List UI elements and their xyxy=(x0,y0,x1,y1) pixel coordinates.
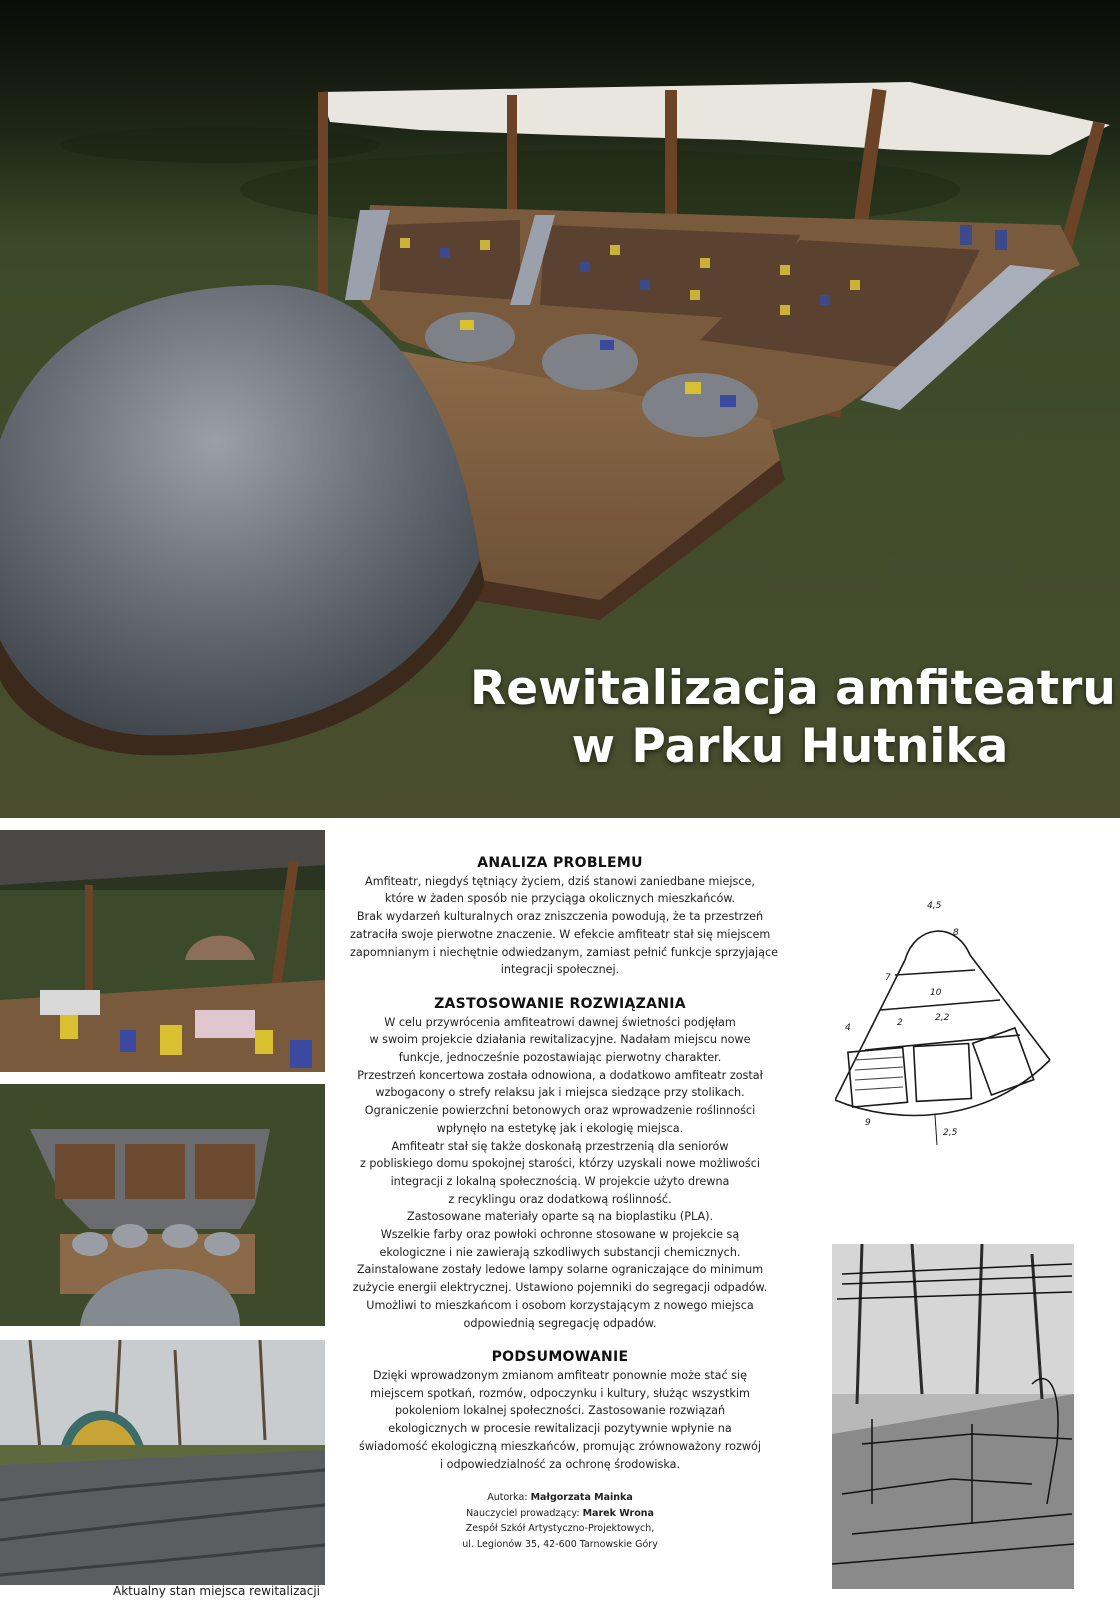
poster-title-line-2: w Parku Hutnika xyxy=(571,719,1009,774)
text-line: świadomość ekologiczną mieszkańców, promując zrównoważony rozwój xyxy=(358,1439,762,1453)
text-line: Amfiteatr stał się także doskonałą przestrzenią dla seniorów xyxy=(391,1139,729,1153)
text-line: Wszelkie farby oraz powłoki ochronne stosowane w projekcie są xyxy=(380,1228,740,1242)
photo-caption: Aktualny stan miejsca rewitalizacji xyxy=(112,1584,320,1598)
sketch-dim-label: 9 xyxy=(865,1118,871,1128)
current-state-photo xyxy=(0,1340,325,1585)
sketch-dim-label: 2,5 xyxy=(943,1128,958,1138)
sketch-dim-label: 7 xyxy=(885,973,891,983)
sketch-dim-label: 10 xyxy=(930,988,942,998)
solution-heading: ZASTOSOWANIE ROZWIĄZANIA xyxy=(434,995,686,1012)
sketch-dim-label: 8 xyxy=(953,928,959,938)
text-line: miejscem spotkań, rozmów, odpoczynku i kultury, służąc wszystkim xyxy=(370,1386,750,1400)
text-line: Przestrzeń koncertowa została odnowiona, a dodatkowo amfiteatr został xyxy=(357,1068,763,1082)
text-line: Ograniczenie powierzchni betonowych oraz wprowadzenie roślinności xyxy=(364,1104,756,1118)
text-line: ekologicznych w procesie rewitalizacji pozytywnie wpłynie na xyxy=(388,1422,732,1436)
sketch-dim-label: 2,2 xyxy=(935,1013,950,1023)
text-line: i odpowiedzialność za ochronę środowiska. xyxy=(439,1457,681,1471)
text-line: zapomnianym i niechętnie odwiedzanym, zamiast pełnić funkcje sprzyjające xyxy=(350,945,779,959)
text-line: Amfiteatr, niegdyś tętniący życiem, dziś stanowi zaniedbane miejsce, xyxy=(365,874,755,888)
text-line: zatraciła swoje pierwotne znaczenie. W efekcie amfiteatr stał się miejscem xyxy=(350,927,771,941)
render-top-view-photo xyxy=(0,1084,325,1326)
text-line: integracji społecznej. xyxy=(500,963,620,977)
text-column xyxy=(350,855,779,1552)
poster-title-line-1: Rewitalizacja amfiteatru xyxy=(470,661,1116,716)
sketch-dim-label: 4,5 xyxy=(927,901,942,911)
text-line: ekologiczne i nie zawierają szkodliwych substancji chemicznych. xyxy=(379,1245,741,1259)
credits xyxy=(350,1490,770,1552)
author-line xyxy=(350,1490,770,1506)
text-line: funkcje, jednocześnie pozostawiając pierwotny charakter. xyxy=(398,1051,722,1065)
teacher-line xyxy=(350,1506,770,1522)
text-line: Zastosowane materiały oparte są na bioplastiku (PLA). xyxy=(406,1210,714,1224)
solution-paragraph xyxy=(350,1014,770,1333)
perspective-sketch xyxy=(832,1244,1074,1589)
text-line: które w żaden sposób nie przyciąga okolicznych mieszkańców. xyxy=(384,892,736,906)
text-line: Brak wydarzeń kulturalnych oraz zniszczenia powodują, że ta przestrzeń xyxy=(356,910,764,924)
text-line: z recyklingu oraz dodatkową roślinność. xyxy=(448,1192,672,1206)
text-line: integracji z lokalną społecznością. W projekcie użyto drewna xyxy=(390,1174,730,1188)
sketch-dim-label: 4 xyxy=(845,1023,851,1033)
analysis-paragraph xyxy=(350,873,779,979)
summary-heading: PODSUMOWANIE xyxy=(491,1349,629,1366)
text-line: Umożliwi to mieszkańcom i osobom korzystającym z nowego miejsca xyxy=(366,1298,754,1312)
school-address: ul. Legionów 35, 42-600 Tarnowskie Góry xyxy=(462,1538,658,1550)
text-line: wpłynęło na estetykę jak i ekologię miejsca. xyxy=(436,1121,684,1135)
render-detail-photo xyxy=(0,830,325,1072)
poster-title xyxy=(470,660,1116,776)
analysis-heading: ANALIZA PROBLEMU xyxy=(477,855,643,871)
text-line: Dzięki wprowadzonym zmianom amfiteatr ponownie może stać się xyxy=(373,1368,747,1382)
text-line: W celu przywrócenia amfiteatrowi dawnej świetności podjęłam xyxy=(384,1015,736,1029)
text-line: w swoim projekcie działania rewitalizacyjne. Nadałam miejscu nowe xyxy=(369,1033,751,1047)
author-label: Autorka: xyxy=(487,1492,531,1504)
author-name: Małgorzata Mainka xyxy=(530,1492,633,1504)
text-line: odpowiednią segregację odpadów. xyxy=(463,1316,657,1330)
text-line: wzbogacony o strefy relaksu jak i miejsca siedzące przy stolikach. xyxy=(375,1086,745,1100)
text-line: Zainstalowane zostały ledowe lampy solarne ograniczające do minimum xyxy=(356,1263,764,1277)
teacher-name: Marek Wrona xyxy=(582,1507,654,1519)
plan-sketch xyxy=(835,900,1075,1170)
summary-paragraph xyxy=(350,1367,770,1473)
text-line: pokoleniom lokalnej społeczności. Zastosowanie rozwiązań xyxy=(394,1404,726,1418)
school-name: Zespół Szkół Artystyczno-Projektowych, xyxy=(465,1523,655,1535)
teacher-label: Nauczyciel prowadzący: xyxy=(466,1507,583,1519)
text-line: zużycie energii elektrycznej. Ustawiono pojemniki do segregacji odpadów. xyxy=(352,1281,768,1295)
sketch-dim-label: 2 xyxy=(897,1018,903,1028)
text-line: z pobliskiego domu spokojnej starości, którzy uzyskali nowe możliwości xyxy=(359,1157,761,1171)
